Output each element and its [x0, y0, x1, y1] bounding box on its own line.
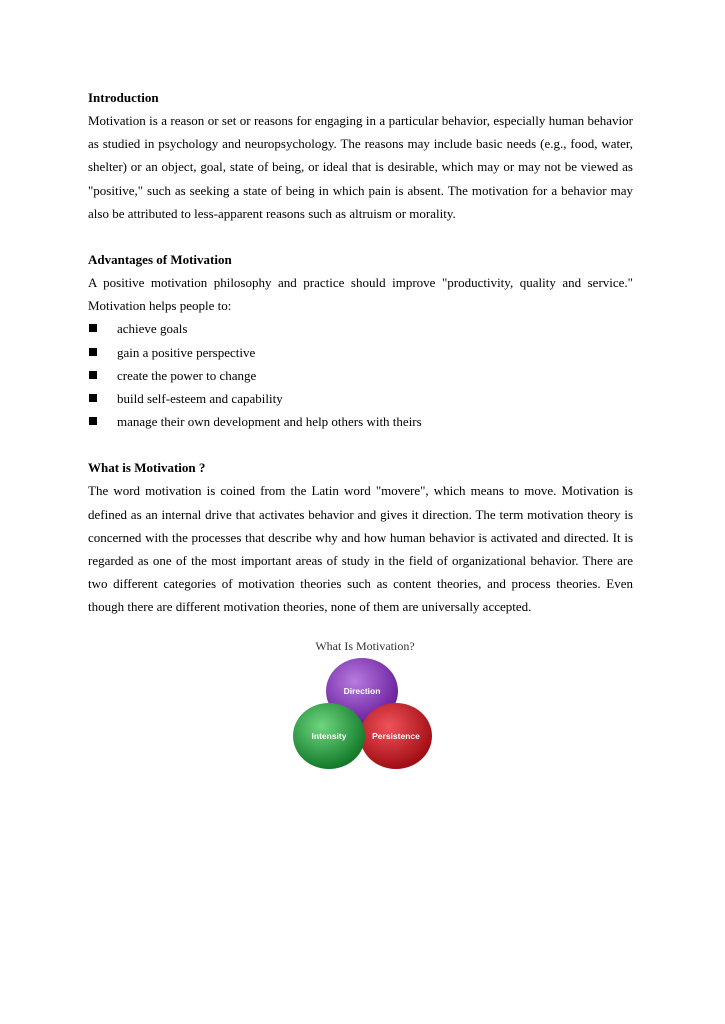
- venn-circles: [285, 636, 445, 776]
- list-item: gain a positive perspective: [88, 341, 633, 364]
- square-bullet-icon: [89, 324, 97, 332]
- list-item: create the power to change: [88, 364, 633, 387]
- diagram-title: What Is Motivation?: [315, 639, 415, 653]
- document-page: [88, 86, 633, 619]
- intensity-label: Intensity: [311, 731, 347, 741]
- section-heading-advantages: Advantages of Motivation: [88, 252, 232, 268]
- section-heading-introduction: Introduction: [88, 90, 159, 105]
- square-bullet-icon: [89, 348, 97, 356]
- direction-label: Direction: [343, 686, 381, 696]
- list-item: build self-esteem and capability: [88, 387, 633, 410]
- list-item: achieve goals: [88, 317, 633, 340]
- what-is-motivation-paragraph: The word motivation is coined from the Latin word "movere", which means to move. Motivation is defined as an internal drive that activates behavior and gives it direction. The term motivation theory is concerned with the processes that describe why and how human behavior is activated and directed. It is regarded as one of the most important areas of study in the field of organizational behavior. There are two different categories of motivation theories such as content theories, and process theories. Even though there are different motivation theories, none of them are universally accepted.: [88, 483, 633, 615]
- persistence-label: Persistence: [372, 731, 420, 741]
- square-bullet-icon: [89, 417, 97, 425]
- advantages-paragraph: A positive motivation philosophy and practice should improve "productivity, quality and service." Motivation helps people to:: [88, 275, 633, 314]
- list-item: manage their own development and help others with theirs: [88, 410, 633, 433]
- square-bullet-icon: [89, 371, 97, 379]
- introduction-paragraph: Motivation is a reason or set or reasons for engaging in a particular behavior, especially human behavior as studied in psychology and neuropsychology. The reasons may include basic needs (e.g., food, water, shelter) or an object, goal, state of being, or ideal that is desirable, which may or may not be viewed as "positive," such as seeking a state of being in which pain is absent. The motivation for a behavior may also be attributed to less-apparent reasons such as altruism or morality.: [88, 113, 633, 221]
- square-bullet-icon: [89, 394, 97, 402]
- advantages-list: [88, 317, 633, 433]
- section-heading-what-is-motivation: What is Motivation ?: [88, 460, 206, 476]
- motivation-venn-diagram: [285, 636, 445, 776]
